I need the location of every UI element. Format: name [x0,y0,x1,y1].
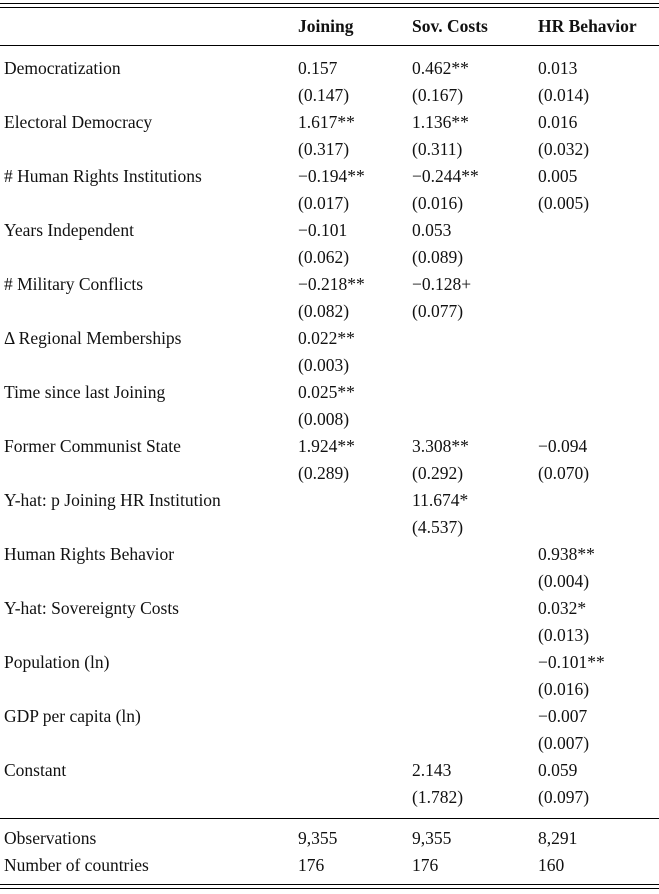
standard-error: (0.289) [298,463,350,483]
coefficient: 0.022** [298,328,355,348]
column-header-joining: Joining [298,16,354,36]
coefficient: 0.059 [538,760,578,780]
standard-error: (0.017) [298,193,350,213]
standard-error: (0.032) [538,139,590,159]
table-row [0,703,659,757]
bottom-rule-inner [0,888,659,889]
table-row [0,757,659,811]
table-row [0,217,659,271]
column-header-hr-behavior: HR Behavior [538,16,637,36]
table-cell [298,217,349,271]
coefficient: 0.462** [412,58,469,78]
row-label: Years Independent [4,220,134,240]
coefficient: 0.938** [538,544,595,564]
table-cell [298,325,355,379]
coefficient: 1.136** [412,112,469,132]
row-label: Democratization [4,58,121,78]
standard-error: (0.007) [538,733,590,753]
standard-error: (0.016) [412,193,464,213]
standard-error: (0.016) [538,679,590,699]
table-row [0,487,659,541]
table-cell [298,433,355,487]
top-rule [0,3,659,4]
table-cell [538,595,589,649]
standard-error: (0.089) [412,247,464,267]
row-label: Human Rights Behavior [4,544,175,564]
table-cell [412,757,463,811]
standard-error: (0.167) [412,85,464,105]
table-row [0,109,659,163]
coefficient: 0.157 [298,58,338,78]
coefficient: −0.101 [298,220,348,240]
table-cell [538,541,595,595]
standard-error: (0.062) [298,247,350,267]
standard-error: (1.782) [412,787,464,807]
table-row [0,433,659,487]
table-cell [298,109,355,163]
table-cell [538,109,589,163]
stats-value: 9,355 [412,828,452,848]
standard-error: (0.082) [298,301,350,321]
stats-label: Number of countries [4,855,149,875]
table-row [0,595,659,649]
table-cell [298,55,349,109]
table-cell [538,55,589,109]
coefficient: 2.143 [412,760,452,780]
table-cell [412,433,469,487]
table-cell [412,271,471,325]
table-cell [538,703,589,757]
standard-error: (0.311) [412,139,463,159]
coefficient: 1.617** [298,112,355,132]
stats-value: 9,355 [298,828,338,848]
row-label: Y-hat: Sovereignty Costs [4,598,179,618]
table-cell [412,163,479,217]
standard-error: (0.004) [538,571,590,591]
header-rule [0,45,659,46]
table-row [0,379,659,433]
stats-value: 8,291 [538,828,578,848]
coefficient: 0.053 [412,220,452,240]
standard-error: (0.147) [298,85,350,105]
standard-error: (0.014) [538,85,590,105]
row-label: Constant [4,760,67,780]
row-label: Electoral Democracy [4,112,153,132]
body-end-rule [0,818,659,819]
coefficient: 11.674* [412,490,469,510]
coefficient: −0.094 [538,436,588,456]
row-label: Population (ln) [4,652,110,672]
standard-error: (0.005) [538,193,590,213]
standard-error: (0.292) [412,463,464,483]
table-cell [298,163,365,217]
standard-error: (0.070) [538,463,590,483]
coefficient: −0.194** [298,166,365,186]
table-row [0,55,659,109]
stats-value: 160 [538,855,565,875]
table-cell [538,757,589,811]
coefficient: 0.005 [538,166,578,186]
stats-value: 176 [298,855,325,875]
standard-error: (0.317) [298,139,350,159]
row-label: Time since last Joining [4,382,166,402]
row-label: GDP per capita (ln) [4,706,141,726]
standard-error: (0.008) [298,409,350,429]
table-cell [412,109,469,163]
table-row [0,541,659,595]
stats-label: Observations [4,828,97,848]
coefficient: 1.924** [298,436,355,456]
table-cell [412,487,468,541]
coefficient: −0.218** [298,274,365,294]
coefficient: 0.016 [538,112,578,132]
standard-error: (0.097) [538,787,590,807]
coefficient: −0.101** [538,652,605,672]
stats-value: 176 [412,855,439,875]
bottom-rule [0,884,659,885]
coefficient: 0.032* [538,598,587,618]
coefficient: −0.244** [412,166,479,186]
standard-error: (4.537) [412,517,464,537]
table-row [0,163,659,217]
table-cell [412,55,469,109]
table-row [0,649,659,703]
row-label: # Human Rights Institutions [4,166,202,186]
stats-row [0,825,659,852]
standard-error: (0.013) [538,625,590,645]
table-row [0,271,659,325]
table-cell [298,379,355,433]
row-label: Former Communist State [4,436,181,456]
coefficient: 0.013 [538,58,578,78]
table-cell [412,217,463,271]
row-label: Y-hat: p Joining HR Institution [4,490,221,510]
table-cell [538,649,605,703]
table-cell [538,433,589,487]
coefficient: 0.025** [298,382,355,402]
row-label: Δ Regional Memberships [4,328,182,348]
coefficient: 3.308** [412,436,469,456]
table-cell [298,271,365,325]
standard-error: (0.077) [412,301,464,321]
table-cell [538,163,589,217]
coefficient: −0.128+ [412,274,472,294]
column-header-sov-costs: Sov. Costs [412,16,488,36]
top-rule-inner [0,7,659,8]
row-label: # Military Conflicts [4,274,144,294]
standard-error: (0.003) [298,355,350,375]
table-row [0,325,659,379]
stats-row [0,852,659,879]
coefficient: −0.007 [538,706,588,726]
